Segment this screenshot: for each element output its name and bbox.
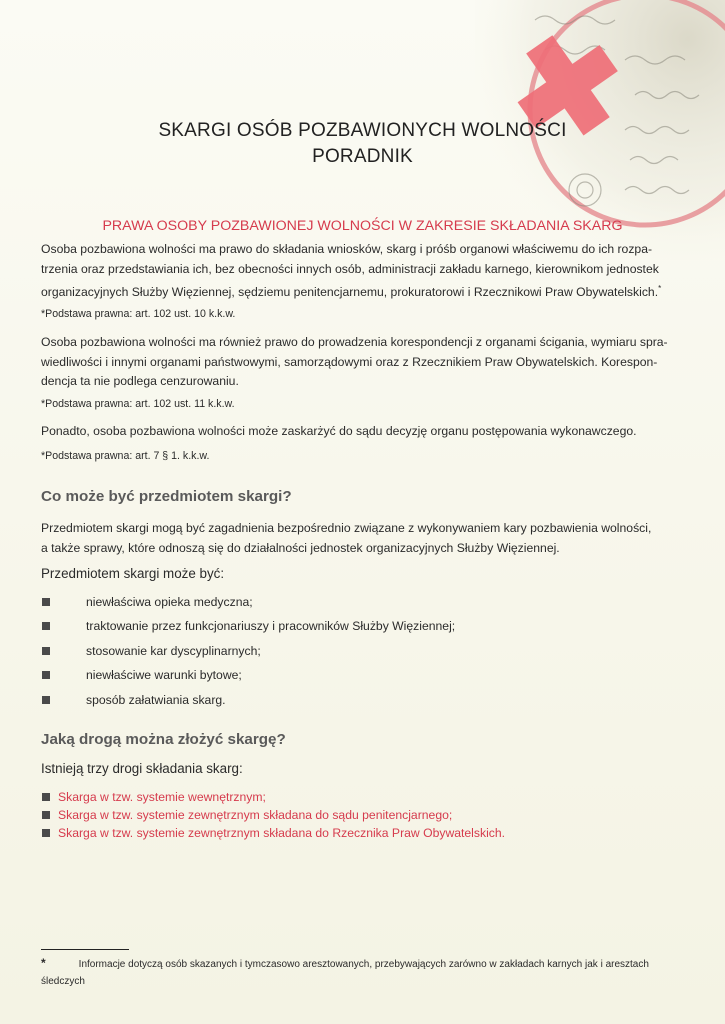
list-item-text: sposób załatwiania skarg. [86,692,226,707]
legal-basis-2: *Podstawa prawna: art. 102 ust. 11 k.k.w. [41,398,235,410]
list-item-text: Skarga w tzw. systemie wewnętrznym; [58,790,266,804]
rights-p2-line-3: dencja ta nie podlega cenzurowaniu. [41,374,239,388]
list-item [41,639,455,663]
footnote-divider [41,949,129,950]
legal-basis-1: *Podstawa prawna: art. 102 ust. 10 k.k.w. [41,308,236,320]
title-line-2: PORADNIK [312,146,413,167]
list-item [41,590,455,614]
bullet-square-icon [42,622,50,630]
subject-paragraph [41,519,683,558]
rights-paragraph-1 [41,240,683,303]
subject-lead: Przedmiotem skargi może być: [41,566,225,581]
rights-p2-line-2: wiedliwości i innymi organami państwowymi, samorządowymi oraz z Rzecznikiem Praw Obywatelskich. Korespon- [41,354,658,369]
rights-heading: PRAWA OSOBY POZBAWIONEJ WOLNOŚCI W ZAKRESIE SKŁADANIA SKARG [102,218,623,234]
bullet-square-icon [42,793,50,801]
bullet-square-icon [42,647,50,655]
list-item-text: niewłaściwa opieka medyczna; [86,595,253,609]
list-item-text: traktowanie przez funkcjonariuszy i pracowników Służby Więziennej; [86,619,456,634]
rights-p1-line-1: Osoba pozbawiona wolności ma prawo do składania wniosków, skarg i próśb organowi właściwemu do ich rozpa- [41,242,653,256]
footnote-line-1: Informacje dotyczą osób skazanych i tymczasowo aresztowanych, przebywających zarówno w zakładach karnych jak i aresztach [78,959,649,970]
subject-line-1: Przedmiotem skargi mogą być zagadnienia bezpośrednio związane z wykonywaniem kary pozbawienia wolności, [41,521,652,535]
rights-p1-line-3: organizacyjnych Służby Więziennej, sędziemu penitencjarnemu, prokuratorowi i Rzecznikowi Praw Obywatelskich. [41,285,659,300]
title-line-1: SKARGI OSÓB POZBAWIONYCH WOLNOŚCI [158,120,567,141]
page-title [0,118,725,170]
footnote-marker: * [658,284,662,293]
rights-paragraph-2 [41,333,683,392]
bullet-square-icon [42,829,50,837]
list-item [41,614,455,638]
subject-heading: Co może być przedmiotem skargi? [41,488,292,505]
list-item-text: Skarga w tzw. systemie zewnętrznym składana do sądu penitencjarnego; [58,808,453,822]
list-item [41,806,505,824]
footnote-star: * [41,956,46,970]
bullet-square-icon [42,696,50,704]
legal-basis-3: *Podstawa prawna: art. 7 § 1. k.k.w. [41,450,210,462]
ways-heading: Jaką drogą można złożyć skargę? [41,731,286,748]
list-item [41,663,455,687]
bullet-square-icon [42,598,50,606]
list-item [41,688,455,712]
rights-paragraph-3: Ponadto, osoba pozbawiona wolności może zaskarżyć do sądu decyzję organu postępowania wykonawczego. [41,424,637,438]
footnote-line-2: śledczych [41,976,85,987]
list-item-text: Skarga w tzw. systemie zewnętrznym składana do Rzecznika Praw Obywatelskich. [58,826,506,840]
subject-line-2: a także sprawy, które odnoszą się do działalności jednostek organizacyjnych Służby Więziennej. [41,540,560,555]
rights-p1-line-2: trzenia oraz przedstawiania ich, bez obecności innych osób, administracji zakładu karnego, kierownikom jednostek [41,261,659,276]
list-item [41,824,505,842]
list-item [41,788,505,806]
list-item-text: stosowanie kar dyscyplinarnych; [86,643,261,658]
ways-list [41,788,505,842]
bullet-square-icon [42,671,50,679]
bullet-square-icon [42,811,50,819]
list-item-text: niewłaściwe warunki bytowe; [86,668,242,683]
ways-lead: Istnieją trzy drogi składania skarg: [41,761,243,776]
rights-p2-line-1: Osoba pozbawiona wolności ma również prawo do prowadzenia korespondencji z organami ścigania, wymiaru spra- [41,335,668,349]
footnote [41,955,686,990]
subject-list [41,590,455,712]
